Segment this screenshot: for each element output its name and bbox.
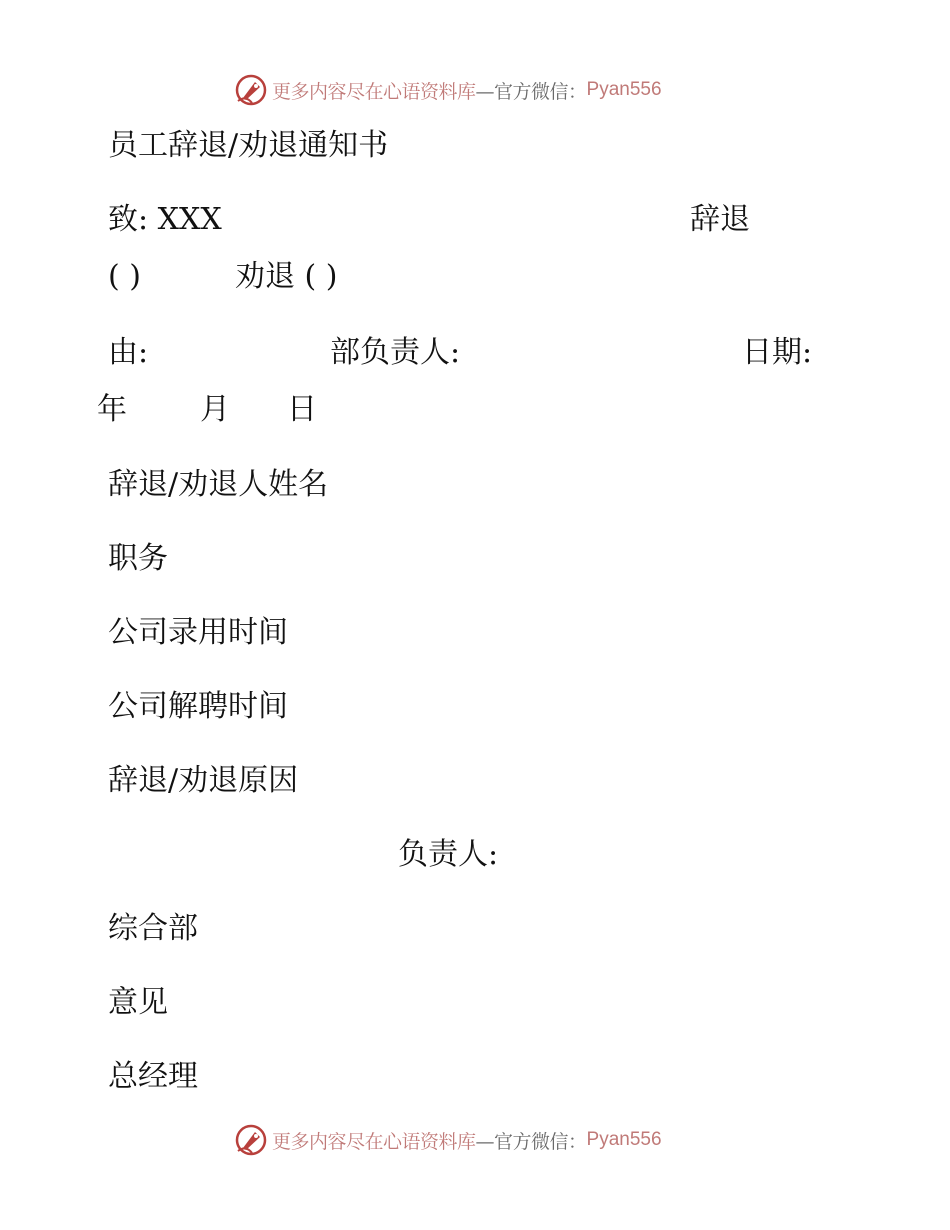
employee-name-label: 辞退/劝退人姓名 [108, 467, 329, 502]
persuade-label: 劝退 ( ) [235, 259, 338, 294]
position-label: 职务 [108, 541, 168, 576]
pen-nib-logo-icon [234, 1123, 268, 1157]
dismiss-label: 辞退 [690, 202, 750, 237]
date-label: 日期: [742, 335, 813, 370]
to-label: 致: XXX [108, 202, 222, 237]
banner-wechat-id: Pyan556 [586, 79, 662, 100]
banner-wechat-label: —官方微信： [475, 1130, 587, 1153]
day-label: 日 [287, 392, 317, 427]
banner-text: 更多内容尽在心语资料库 [272, 1130, 476, 1153]
hire-time-label: 公司录用时间 [108, 615, 288, 650]
banner-wechat-id: Pyan556 [586, 1129, 662, 1150]
responsible-person-label: 负责人: [398, 837, 499, 872]
pen-nib-logo-icon [234, 73, 268, 107]
dismiss-time-label: 公司解聘时间 [108, 689, 288, 724]
reason-label: 辞退/劝退原因 [108, 763, 299, 798]
header-banner [234, 72, 662, 108]
month-label: 月 [200, 392, 230, 427]
dept-head-label: 部负责人: [330, 335, 461, 370]
year-label: 年 [97, 392, 127, 427]
opinion-label: 意见 [108, 985, 168, 1020]
footer-banner [234, 1122, 662, 1158]
dismiss-checkbox-paren: ( ) [108, 259, 141, 294]
general-dept-label: 综合部 [108, 911, 198, 946]
document-title: 员工辞退/劝退通知书 [108, 128, 389, 163]
banner-wechat-label: —官方微信： [475, 80, 587, 103]
banner-text: 更多内容尽在心语资料库 [272, 80, 476, 103]
from-label: 由: [108, 335, 149, 370]
general-manager-label: 总经理 [108, 1059, 198, 1094]
